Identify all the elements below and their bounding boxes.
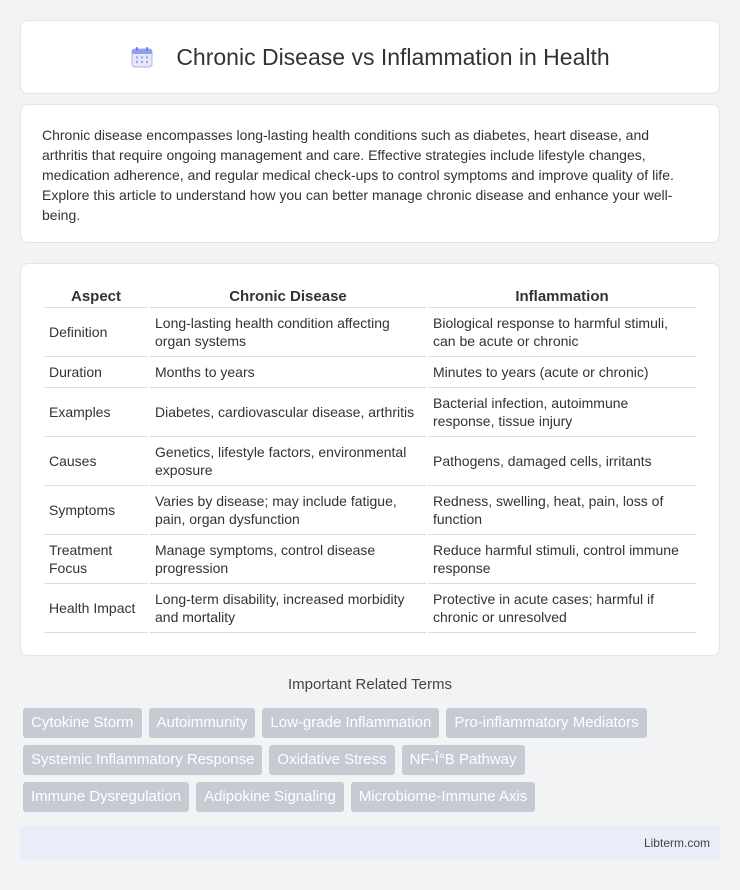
intro-card xyxy=(20,104,720,243)
cell-aspect: Definition xyxy=(44,308,148,357)
header-aspect: Aspect xyxy=(44,284,148,308)
cell-inflammation: Bacterial infection, autoimmune response, tissue injury xyxy=(428,388,696,437)
cell-chronic-disease: Manage symptoms, control disease progression xyxy=(150,535,426,584)
cell-chronic-disease: Long-term disability, increased morbidity and mortality xyxy=(150,584,426,633)
table-row xyxy=(44,437,696,486)
table-row xyxy=(44,308,696,357)
tag-cytokine-storm[interactable]: Cytokine Storm xyxy=(23,708,142,738)
cell-aspect: Health Impact xyxy=(44,584,148,633)
page-title: Chronic Disease vs Inflammation in Health xyxy=(176,43,610,70)
footer xyxy=(20,826,720,860)
table-row xyxy=(44,357,696,388)
footer-brand-link[interactable]: Libterm.com xyxy=(643,836,710,850)
table-row xyxy=(44,535,696,584)
comparison-card xyxy=(20,263,720,656)
cell-aspect: Symptoms xyxy=(44,486,148,535)
tag-row xyxy=(23,745,723,775)
related-terms-list xyxy=(23,708,723,819)
intro-paragraph: Chronic disease encompasses long-lasting health conditions such as diabetes, heart disease, and arthritis that require ongoing management and care. Effective strategies include lifestyle changes, medication adherence, and regular medical check-ups to control symptoms and improve quality of life. Explore this article to understand how you can better manage chronic disease and enhance your well-being. xyxy=(42,127,674,223)
cell-inflammation: Pathogens, damaged cells, irritants xyxy=(428,437,696,486)
cell-chronic-disease: Months to years xyxy=(150,357,426,388)
tag-row xyxy=(23,782,723,812)
cell-aspect: Treatment Focus xyxy=(44,535,148,584)
tag-row xyxy=(23,708,723,738)
table-row xyxy=(44,486,696,535)
cell-chronic-disease: Varies by disease; may include fatigue, pain, organ dysfunction xyxy=(150,486,426,535)
tag-oxidative-stress[interactable]: Oxidative Stress xyxy=(269,745,394,775)
tag-nf-kb-pathway[interactable]: NF-Î°B Pathway xyxy=(402,745,525,775)
cell-inflammation: Protective in acute cases; harmful if chronic or unresolved xyxy=(428,584,696,633)
cell-inflammation: Reduce harmful stimuli, control immune response xyxy=(428,535,696,584)
table-header-row xyxy=(44,284,696,308)
cell-aspect: Duration xyxy=(44,357,148,388)
comparison-table xyxy=(42,284,698,633)
tag-immune-dysregulation[interactable]: Immune Dysregulation xyxy=(23,782,189,812)
cell-chronic-disease: Genetics, lifestyle factors, environmental exposure xyxy=(150,437,426,486)
tag-pro-inflammatory-mediators[interactable]: Pro-inflammatory Mediators xyxy=(446,708,646,738)
tag-adipokine-signaling[interactable]: Adipokine Signaling xyxy=(196,782,344,812)
cell-aspect: Examples xyxy=(44,388,148,437)
table-row xyxy=(44,584,696,633)
calendar-icon xyxy=(130,45,154,69)
cell-inflammation: Redness, swelling, heat, pain, loss of function xyxy=(428,486,696,535)
table-row xyxy=(44,388,696,437)
tag-autoimmunity[interactable]: Autoimmunity xyxy=(149,708,256,738)
title-card xyxy=(20,20,720,94)
related-terms-title: Important Related Terms xyxy=(288,676,452,693)
cell-chronic-disease: Diabetes, cardiovascular disease, arthritis xyxy=(150,388,426,437)
tag-microbiome-immune-axis[interactable]: Microbiome-Immune Axis xyxy=(351,782,535,812)
tag-low-grade-inflammation[interactable]: Low-grade Inflammation xyxy=(262,708,439,738)
cell-inflammation: Biological response to harmful stimuli, can be acute or chronic xyxy=(428,308,696,357)
cell-chronic-disease: Long-lasting health condition affecting organ systems xyxy=(150,308,426,357)
header-inflammation: Inflammation xyxy=(428,284,696,308)
cell-aspect: Causes xyxy=(44,437,148,486)
tag-systemic-inflammatory-response[interactable]: Systemic Inflammatory Response xyxy=(23,745,262,775)
header-chronic-disease: Chronic Disease xyxy=(150,284,426,308)
cell-inflammation: Minutes to years (acute or chronic) xyxy=(428,357,696,388)
